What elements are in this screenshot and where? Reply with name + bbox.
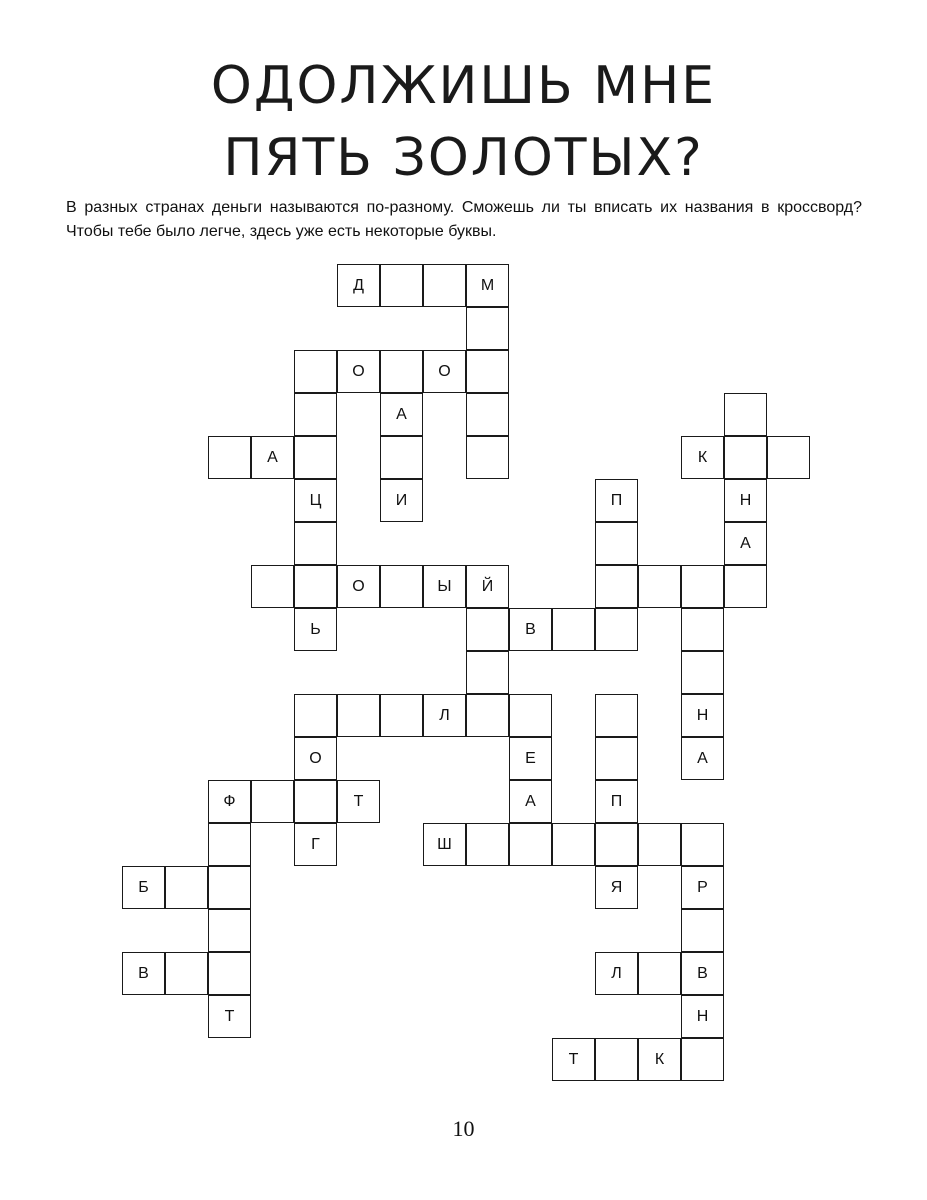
crossword-cell[interactable]	[466, 307, 509, 350]
crossword-cell[interactable]: А	[509, 780, 552, 823]
page-number: 10	[452, 1116, 475, 1141]
crossword-cell[interactable]	[595, 522, 638, 565]
crossword-cell[interactable]	[595, 737, 638, 780]
crossword-cell[interactable]	[466, 651, 509, 694]
crossword-cell[interactable]: Ц	[294, 479, 337, 522]
crossword-cell[interactable]	[380, 565, 423, 608]
crossword-cell[interactable]	[552, 823, 595, 866]
crossword-cell[interactable]	[466, 436, 509, 479]
crossword-cell[interactable]	[767, 436, 810, 479]
crossword-cell[interactable]	[294, 522, 337, 565]
crossword-cell[interactable]	[380, 264, 423, 307]
crossword-cell[interactable]: Н	[681, 694, 724, 737]
crossword-cell[interactable]: В	[509, 608, 552, 651]
crossword-cell[interactable]: А	[724, 522, 767, 565]
crossword-cell[interactable]	[466, 608, 509, 651]
crossword-cell[interactable]: А	[251, 436, 294, 479]
crossword-cell[interactable]	[208, 909, 251, 952]
crossword-cell[interactable]	[681, 565, 724, 608]
page-title-line-1: ОДОЛЖИШЬ МНЕ	[210, 56, 717, 116]
crossword-cell[interactable]	[509, 823, 552, 866]
crossword-cell[interactable]: О	[337, 350, 380, 393]
crossword-cell[interactable]	[208, 952, 251, 995]
crossword-cell[interactable]: Л	[595, 952, 638, 995]
crossword-cell[interactable]: П	[595, 479, 638, 522]
crossword-cell[interactable]: П	[595, 780, 638, 823]
crossword-cell[interactable]	[681, 651, 724, 694]
crossword-cell[interactable]: Б	[122, 866, 165, 909]
crossword-cell[interactable]: К	[638, 1038, 681, 1081]
crossword-cell[interactable]: Л	[423, 694, 466, 737]
crossword-cell[interactable]: Й	[466, 565, 509, 608]
crossword-cell[interactable]: Н	[681, 995, 724, 1038]
crossword-cell[interactable]	[251, 780, 294, 823]
crossword-cell[interactable]	[724, 565, 767, 608]
crossword-cell[interactable]	[595, 565, 638, 608]
crossword-cell[interactable]: Т	[208, 995, 251, 1038]
crossword-cell[interactable]: Т	[337, 780, 380, 823]
crossword-cell[interactable]: Е	[509, 737, 552, 780]
crossword-cell[interactable]: А	[681, 737, 724, 780]
crossword-cell[interactable]	[165, 866, 208, 909]
crossword-cell[interactable]	[681, 608, 724, 651]
crossword-cell[interactable]	[638, 952, 681, 995]
crossword-cell[interactable]: О	[337, 565, 380, 608]
crossword-cell[interactable]	[466, 350, 509, 393]
crossword-cell[interactable]: Р	[681, 866, 724, 909]
crossword-cell[interactable]: А	[380, 393, 423, 436]
crossword-cell[interactable]	[681, 823, 724, 866]
crossword-cell[interactable]	[337, 694, 380, 737]
crossword-cell[interactable]: О	[294, 737, 337, 780]
crossword-cell[interactable]	[638, 565, 681, 608]
crossword-cell[interactable]	[294, 565, 337, 608]
intro-text: В разных странах деньги называются по-разному. Сможешь ли ты вписать их названия в кроссворд? Чтобы тебе было легче, здесь уже есть некоторые буквы.	[66, 199, 862, 240]
crossword-cell[interactable]	[294, 694, 337, 737]
crossword-cell[interactable]	[595, 608, 638, 651]
crossword-cell[interactable]: Д	[337, 264, 380, 307]
crossword-cell[interactable]	[595, 694, 638, 737]
crossword-cell[interactable]	[509, 694, 552, 737]
crossword-cell[interactable]	[466, 694, 509, 737]
crossword-cell[interactable]	[294, 436, 337, 479]
crossword-cell[interactable]	[294, 780, 337, 823]
crossword-cell[interactable]: Ш	[423, 823, 466, 866]
crossword-cell[interactable]	[681, 909, 724, 952]
crossword-cell[interactable]	[380, 350, 423, 393]
crossword-cell[interactable]	[208, 436, 251, 479]
crossword-cell[interactable]	[380, 436, 423, 479]
crossword-cell[interactable]	[724, 393, 767, 436]
page-title-line-2: ПЯТЬ ЗОЛОТЫХ?	[223, 128, 704, 188]
crossword-cell[interactable]	[165, 952, 208, 995]
crossword-cell[interactable]	[423, 264, 466, 307]
crossword-cell[interactable]	[681, 1038, 724, 1081]
crossword-cell[interactable]	[466, 393, 509, 436]
crossword-cell[interactable]	[251, 565, 294, 608]
crossword-cell[interactable]	[595, 823, 638, 866]
crossword-cell[interactable]: Я	[595, 866, 638, 909]
crossword-cell[interactable]: М	[466, 264, 509, 307]
crossword-cell[interactable]	[380, 694, 423, 737]
crossword-cell[interactable]: В	[122, 952, 165, 995]
crossword-cell[interactable]	[208, 823, 251, 866]
crossword-cell[interactable]: О	[423, 350, 466, 393]
crossword-cell[interactable]: И	[380, 479, 423, 522]
crossword-cell[interactable]	[595, 1038, 638, 1081]
crossword-cell[interactable]	[466, 823, 509, 866]
crossword-cell[interactable]	[294, 393, 337, 436]
crossword-cell[interactable]	[638, 823, 681, 866]
crossword-cell[interactable]: К	[681, 436, 724, 479]
crossword-cell[interactable]	[724, 436, 767, 479]
crossword-cell[interactable]: Ф	[208, 780, 251, 823]
crossword-cell[interactable]	[294, 350, 337, 393]
crossword-cell[interactable]: Ь	[294, 608, 337, 651]
crossword-cell[interactable]	[208, 866, 251, 909]
crossword-cell[interactable]: Г	[294, 823, 337, 866]
crossword-cell[interactable]: В	[681, 952, 724, 995]
crossword-cell[interactable]	[552, 608, 595, 651]
crossword-cell[interactable]: Т	[552, 1038, 595, 1081]
crossword-cell[interactable]: Ы	[423, 565, 466, 608]
crossword-cell[interactable]: Н	[724, 479, 767, 522]
